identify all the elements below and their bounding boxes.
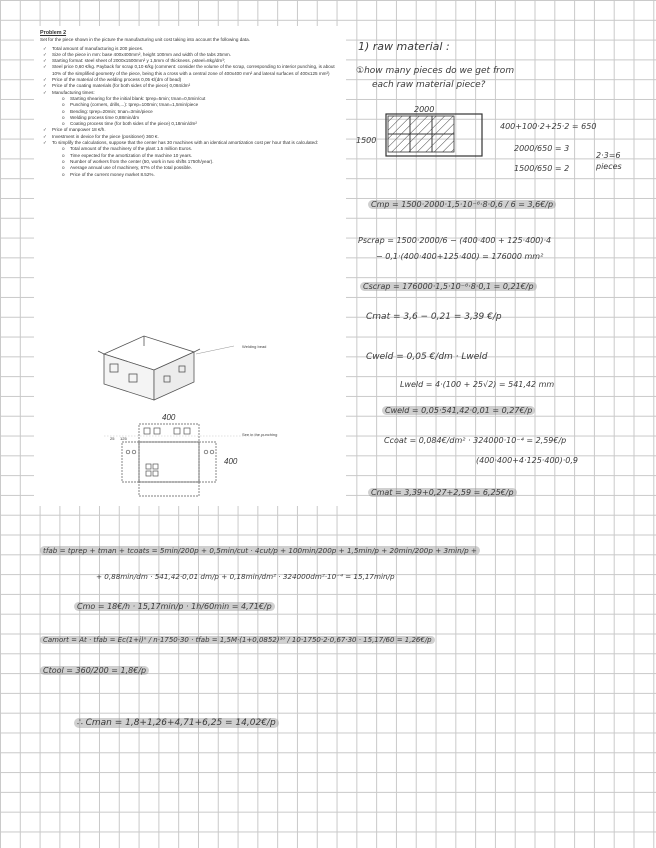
lweld-calc: Lweld = 4·(100 + 25√2) = 541,42 mm: [400, 380, 555, 389]
problem-item: ✓ Investment in device for the piece (positioner) 360 €.: [52, 134, 340, 140]
cman-result: ∴ Cman = 1,8+1,26+4,71+6,25 = 14,02€/p: [74, 718, 279, 728]
problem-sub-item: o Punching (corners, drills,...): tprep=100min; tman=1,5min/piece: [70, 102, 340, 108]
problem-item: ✓ Steel price 0,60 €/kg. Payback for scrap 0,10 €/kg (comment: consider the volume of the scrap, corresponding to interior punching, is about 10% of the simplified geometry of the piece, being this a cross with a central zone of 400x400 mm² and lateral surfaces of 400x125 mm²): [52, 64, 340, 77]
cmat-calc: Cmat = 3,6 − 0,21 = 3,39 €/p: [366, 312, 502, 322]
flat-pattern-sketch: [104, 424, 264, 496]
problem-sub-item: o Average annual use of machinery, 67% of the total possible.: [70, 165, 340, 171]
problem-item: ✓ Starting format: steel sheet of 2000x1500mm² y 1,5mm of thickness. ρsteel=8kg/dm³;: [52, 58, 340, 64]
welding-bead-label: Welding bead: [242, 344, 267, 349]
div-height-calc: 1500/650 = 2: [514, 164, 570, 173]
ctool-calc: Ctool = 360/200 = 1,8€/p: [40, 666, 149, 675]
problem-sub-item: o Time expected for the amortization of the machine 10 years.: [70, 153, 340, 159]
sheet-width-label: 2000: [414, 105, 435, 114]
problem-item: ✓ Price of manpower 18 €/h.: [52, 127, 340, 133]
problem-item: ✓ Manufacturing times:: [52, 90, 340, 96]
dim-25: 25: [110, 436, 115, 441]
cmo-calc: Cmo = 18€/h · 15,17min/p · 1h/60min = 4,71€/p: [74, 602, 275, 611]
question-line-2: each raw material piece?: [372, 80, 486, 90]
cmat-total: Cmat = 3,39+0,27+2,59 = 6,25€/p: [368, 488, 517, 497]
sheet-height-label: 1500: [356, 136, 377, 145]
problem-item: ✓ Price of the coating materials (for both sides of the piece) 0,084/dm²: [52, 83, 340, 89]
problem-title: Problem 2: [40, 30, 67, 36]
dim-125: 125: [120, 436, 127, 441]
tfab-calc-1: tfab = tprep + tman + tcoats = 5min/200p + 0,5min/cut · 4cut/p + 100min/200p + 1,5min/p + 20min/200p + 3min/p +: [40, 546, 480, 555]
problem-data-list: [34, 46, 346, 178]
tfab-calc-2: + 0,88min/dm · 541,42·0,01 dm/p + 0,18min/dm² · 324000dm²·10⁻⁴ = 15,17min/p: [96, 572, 395, 581]
problem-item: ✓ Price of the material of the welding process 0,05 €/(dm of bead): [52, 77, 340, 83]
ccoat-calc-1: Ccoat = 0,084€/dm² · 324000·10⁻⁴ = 2,59€/p: [384, 436, 567, 445]
problem-intro: Set for the piece shown in the picture the manufacturing unit cost taking into account the following data.: [40, 37, 250, 43]
cmp-calc: Cmp = 1500·2000·1,5·10⁻⁶·8·0,6 / 6 = 3,6€/p: [368, 200, 556, 209]
problem-sub-item: o Starting shearing for the initial blank: tprep=5min; tman=0,5min/cut: [70, 96, 340, 102]
question-line-1: ①how many pieces do we get from: [356, 66, 515, 76]
cweld-value: Cweld = 0,05·541,42·0,01 = 0,27€/p: [382, 406, 535, 415]
raw-material-heading: 1) raw material :: [358, 40, 450, 53]
problem-sub-item: o Welding process time 0,88min/dm: [70, 115, 340, 121]
problem-sub-item: o Total amount of the machinery of the plant 1.5 million Euros.: [70, 146, 340, 152]
problem-item: ✓ Total amount of manufacturing is 200 pieces.: [52, 46, 340, 52]
pscrap-calc-2: − 0,1·(400·400+125·400) = 176000 mm²: [376, 252, 544, 261]
piece-figure: [84, 324, 334, 504]
dim-400-right: 400: [224, 457, 238, 466]
camort-calc: Camort = At · tfab = Ec(1+i)ⁿ / n·1750·30 · tfab = 1,5M·(1+0,0852)¹⁰ / 10·1750·2·0,67·30 · 15,17/60 = 1,26€/p: [40, 636, 435, 644]
ccoat-calc-2: (400·400+4·125·400)·0,9: [476, 456, 579, 465]
div-width-calc: 2000/650 = 3: [514, 144, 570, 153]
pscrap-calc-1: Pscrap = 1500·2000/6 − (400·400 + 125·400)·4: [358, 236, 552, 245]
problem-item: ✓ To simplify the calculations, suppose that the center has 30 machines with an identical amortization cost per hour that is calculated:: [52, 140, 340, 146]
problem-sub-item: o Number of workers from the center (50, work in two shifts 1750h/year).: [70, 159, 340, 165]
blank-size-calc: 400+100·2+25·2 = 650: [500, 122, 597, 131]
dim-400-top: 400: [162, 413, 176, 422]
printed-problem-sheet: [34, 26, 346, 506]
cweld-formula: Cweld = 0,05 €/dm · Lweld: [366, 352, 488, 362]
box-sketch: [98, 336, 200, 400]
punching-label: See in the punching: [242, 432, 278, 437]
problem-sub-item: o Price of the current money market 8.52%.: [70, 172, 340, 178]
problem-sub-item: o Bending: tprep=20min; tman=3min/piece: [70, 109, 340, 115]
problem-sub-item: o Coating process time (for both sides of the piece) 0,18min/dm²: [70, 121, 340, 127]
pieces-per-sheet: 2·3=6 pieces: [596, 151, 622, 171]
cscrap-calc: Cscrap = 176000·1,5·10⁻⁶·8·0,1 = 0,21€/p: [360, 282, 537, 291]
sheet-layout-sketch: [380, 104, 490, 166]
problem-item: ✓ Size of the piece in mm: base 400x400mm², height 100mm and width of the tabs 25mm.: [52, 52, 340, 58]
